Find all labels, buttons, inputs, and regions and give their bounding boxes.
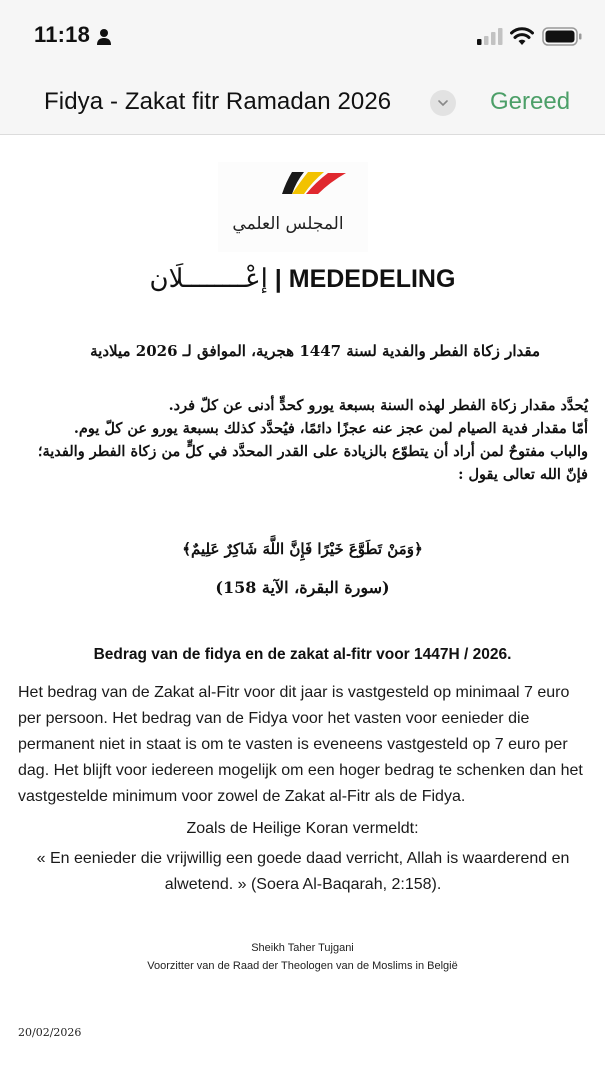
announcement-title — [0, 264, 605, 294]
quran-verse: ﴿وَمَنْ تَطَوَّعَ خَيْرًا فَإِنَّ اللَّهَ شَاكِرٌ عَلِيمٌ﴾ — [182, 540, 423, 558]
announcement-dutch: MEDEDELING — [288, 265, 456, 293]
dutch-quote-intro: Zoals de Heilige Koran vermeldt: — [186, 820, 419, 837]
arabic-line: يُحدَّد مقدار زكاة الفطر لهذه السنة بسبعة يورو كحدٍّ أدنى عن كلّ فرد. — [168, 397, 588, 414]
verse-reference: (سورة البقرة، الآية 158) — [215, 578, 390, 597]
wifi-icon — [510, 26, 534, 46]
arabic-line: فإنّ الله تعالى يقول : — [458, 466, 588, 483]
person-icon — [96, 28, 112, 46]
document-view[interactable] — [0, 136, 605, 1080]
logo — [218, 162, 368, 252]
logo-text: المجلس العلمي — [232, 214, 344, 234]
battery-icon — [542, 27, 582, 46]
chevron-down-icon — [437, 99, 449, 107]
dutch-quote: « En eenieder die vrijwillig een goede daad verricht, Allah is waarderend en alwetend. » (Soera Al-Baqarah, 2:158). — [36, 850, 570, 893]
arabic-paragraph — [20, 394, 588, 486]
arabic-line: والباب مفتوحٌ لمن أراد أن يتطوّع بالزيادة على القدر المحدَّد في كلٍّ من زكاة الفطر والفدية؛ — [37, 443, 588, 460]
title-menu-button[interactable] — [430, 90, 456, 116]
document-date: 20/02/2026 — [18, 1026, 82, 1039]
announcement-separator: | — [274, 265, 282, 293]
done-button[interactable]: Gereed — [490, 88, 571, 115]
logo-stripes-icon — [278, 170, 348, 196]
arabic-line: أمّا مقدار فدية الصيام لمن عجز عنه عجزًا دائمًا، فيُحدَّد كذلك بسبعة يورو عن كلّ يوم. — [73, 420, 588, 437]
signatory-name: Sheikh Taher Tujgani — [251, 942, 354, 954]
status-time: 11:18 — [34, 22, 91, 47]
dutch-paragraph: Het bedrag van de Zakat al-Fitr voor dit jaar is vastgesteld op minimaal 7 euro per persoon. Het bedrag van de Fidya voor het vasten voor eenieder die permanent niet in staat is om te vasten is eveneens vastgesteld op 7 euro per dag. Het blijft voor iedereen mogelijk om een hoger bedrag te schenken dan het vastgestelde minimum voor zowel de Zakat al-Fitr als de Fidya. — [18, 684, 583, 805]
arabic-heading: مقدار زكاة الفطر والفدية لسنة 1447 هجرية، الموافق لـ 2026 ميلادية — [90, 342, 540, 360]
signatory-title: Voorzitter van de Raad der Theologen van de Moslims in België — [147, 960, 458, 972]
cellular-signal-icon — [477, 28, 503, 45]
dutch-heading: Bedrag van de fidya en de zakat al-fitr voor 1447H / 2026. — [93, 646, 512, 663]
top-bar — [0, 0, 605, 135]
document-title: Fidya - Zakat fitr Ramadan 2026 — [44, 88, 392, 115]
announcement-arabic: إعْــــــــلَان — [149, 264, 268, 294]
